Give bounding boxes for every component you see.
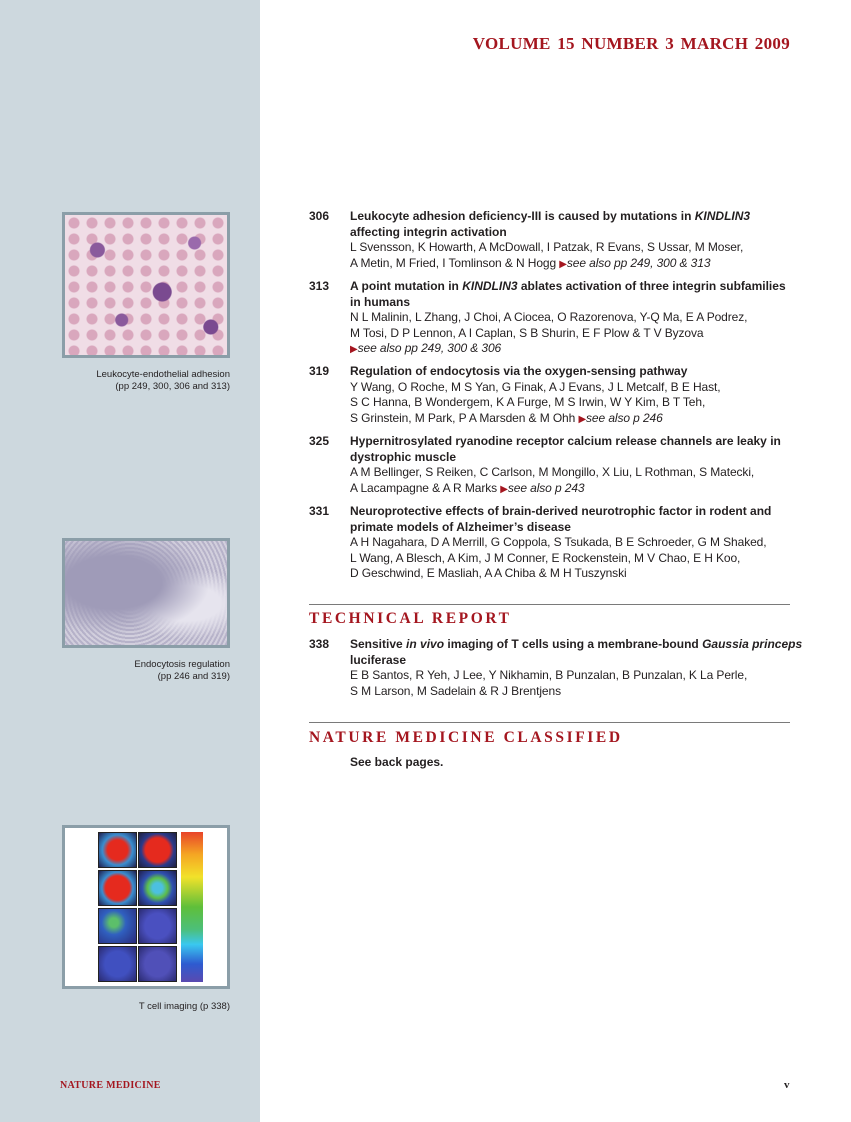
article-authors-line xyxy=(350,481,810,498)
article-title-line[interactable] xyxy=(350,653,810,669)
article-title-line[interactable] xyxy=(350,520,810,536)
article-title-segment: primate models of Alzheimer’s disease xyxy=(350,519,571,534)
color-scale-bar xyxy=(181,832,203,982)
article-page-number: 306 xyxy=(309,209,330,223)
page-number: v xyxy=(784,1079,790,1091)
article-title-segment: Gaussia princeps xyxy=(702,637,803,651)
see-also-link[interactable] xyxy=(350,341,501,355)
article-title-segment: Neuroprotective effects of brain-derived neurotrophic factor in rodent and xyxy=(350,504,772,518)
triangle-arrow-icon: ▶ xyxy=(559,258,567,270)
footer-journal-name: NATURE MEDICINE xyxy=(60,1080,161,1091)
article-title-line[interactable] xyxy=(350,364,810,380)
triangle-arrow-icon: ▶ xyxy=(578,413,587,425)
article-body xyxy=(350,279,810,358)
article-title-segment: KINDLIN3 xyxy=(462,279,518,293)
authors-text: L Wang, A Blesch, A Kim, J M Conner, E Rockenstein, M V Chao, E H Koo, xyxy=(350,550,741,565)
article-page-number: 331 xyxy=(309,504,330,518)
article-body xyxy=(350,434,810,497)
article-authors-line xyxy=(350,395,810,411)
see-also-link[interactable] xyxy=(578,411,662,425)
article-authors-line xyxy=(350,551,810,567)
caption-line: (pp 246 and 319) xyxy=(157,671,230,682)
authors-text: Y Wang, O Roche, M S Yan, G Finak, A J Evans, J L Metcalf, B E Hast, xyxy=(350,379,721,394)
section-divider xyxy=(309,722,790,723)
article-title-segment: KINDLIN3 xyxy=(694,209,751,223)
article-title-segment: Regulation of endocytosis via the oxygen-sensing pathway xyxy=(350,364,688,378)
triangle-arrow-icon: ▶ xyxy=(500,483,508,495)
article-body xyxy=(350,209,810,272)
article-page-number: 319 xyxy=(309,364,330,378)
authors-text: A Metin, M Fried, I Tomlinson & N Hogg xyxy=(350,255,557,270)
authors-text: A M Bellinger, S Reiken, C Carlson, M Mongillo, X Liu, L Rothman, S Matecki, xyxy=(350,465,755,479)
article-title-line[interactable] xyxy=(350,637,810,653)
article-authors-line xyxy=(350,411,810,428)
article-title-segment: in humans xyxy=(350,294,411,309)
article-authors-line xyxy=(350,668,810,684)
see-also-text: see also pp 249, 300 & 306 xyxy=(357,341,502,355)
figure-caption-3 xyxy=(30,1001,230,1013)
article-page-number: 313 xyxy=(309,279,330,293)
article-authors-line xyxy=(350,465,810,481)
classified-text: See back pages. xyxy=(350,755,444,769)
authors-text: D Geschwind, E Masliah, A A Chiba & M H Tuszynski xyxy=(350,566,627,580)
article-authors-line xyxy=(350,256,810,273)
article-authors-line xyxy=(350,326,810,342)
see-also-text: see also p 243 xyxy=(507,480,585,495)
article-authors-line xyxy=(350,566,810,582)
caption-line: (pp 249, 300, 306 and 313) xyxy=(115,381,230,392)
article-body xyxy=(350,504,810,582)
article-title-line[interactable] xyxy=(350,225,810,241)
authors-text: A Lacampagne & A R Marks xyxy=(350,480,498,495)
article-title-line[interactable] xyxy=(350,434,810,450)
caption-line: T cell imaging (p 338) xyxy=(138,1001,230,1012)
article-title-segment: Sensitive xyxy=(350,637,407,651)
see-also-text: see also p 246 xyxy=(586,410,663,425)
article-authors-line xyxy=(350,684,810,700)
article-authors-line xyxy=(350,240,810,256)
article-title-segment: Leukocyte adhesion deficiency-III is caused by mutations in xyxy=(350,209,695,223)
authors-text: M Tosi, D P Lennon, A I Caplan, S B Shurin, E F Plow & T V Byzova xyxy=(350,325,704,340)
article-title-segment: A point mutation in xyxy=(350,279,463,293)
article-title-segment: in vivo xyxy=(406,637,445,651)
article-title-line[interactable] xyxy=(350,295,810,311)
figure-caption-1 xyxy=(30,369,230,393)
article-authors-line xyxy=(350,310,810,326)
article-body xyxy=(350,637,810,699)
section-heading-classified: NATURE MEDICINE CLASSIFIED xyxy=(309,729,623,746)
article-see-also-line xyxy=(350,341,810,358)
article-body xyxy=(350,364,810,427)
triangle-arrow-icon: ▶ xyxy=(350,344,358,355)
article-authors-line xyxy=(350,380,810,396)
see-also-link[interactable] xyxy=(559,256,710,270)
article-title-segment: dystrophic muscle xyxy=(350,449,457,464)
article-title-line[interactable] xyxy=(350,504,810,520)
figure-caption-2 xyxy=(30,659,230,683)
caption-line: Leukocyte-endothelial adhesion xyxy=(96,369,230,380)
article-title-segment: imaging of T cells using a membrane-bound xyxy=(444,637,703,651)
authors-text: S Grinstein, M Park, P A Marsden & M Ohh xyxy=(350,410,576,425)
article-title-line[interactable] xyxy=(350,209,810,225)
figure-leukocyte-adhesion-image xyxy=(62,212,230,358)
authors-text: A H Nagahara, D A Merrill, G Coppola, S Tsukada, B E Schroeder, G M Shaked, xyxy=(350,535,767,549)
sidebar xyxy=(0,0,260,1122)
issue-header: VOLUME 15 NUMBER 3 MARCH 2009 xyxy=(472,34,790,53)
figure-endocytosis-image xyxy=(62,538,230,648)
article-title-segment: Hypernitrosylated ryanodine receptor calcium release channels are leaky in xyxy=(350,434,781,448)
authors-text: E B Santos, R Yeh, J Lee, Y Nikhamin, B Punzalan, B Punzalan, K La Perle, xyxy=(350,668,748,682)
article-title-line[interactable] xyxy=(350,450,810,466)
see-also-link[interactable] xyxy=(500,481,584,495)
article-title-line[interactable] xyxy=(350,279,810,295)
authors-text: L Svensson, K Howarth, A McDowall, I Patzak, R Evans, S Ussar, M Moser, xyxy=(350,240,744,254)
section-heading-technical-report: TECHNICAL REPORT xyxy=(309,610,512,627)
authors-text: N L Malinin, L Zhang, J Choi, A Ciocea, O Razorenova, Y-Q Ma, E A Podrez, xyxy=(350,310,748,324)
authors-text: S M Larson, M Sadelain & R J Brentjens xyxy=(350,683,561,698)
caption-line: Endocytosis regulation xyxy=(134,659,230,670)
section-divider xyxy=(309,604,790,605)
authors-text: S C Hanna, B Wondergem, K A Furge, M S Irwin, W Y Kim, B T Teh, xyxy=(350,395,706,409)
see-also-text: see also pp 249, 300 & 313 xyxy=(566,255,711,270)
article-authors-line xyxy=(350,535,810,551)
article-title-segment: luciferase xyxy=(350,652,407,667)
article-title-segment: ablates activation of three integrin subfamilies xyxy=(517,279,786,293)
article-page-number: 325 xyxy=(309,434,330,448)
article-page-number: 338 xyxy=(309,637,330,651)
article-title-segment: affecting integrin activation xyxy=(350,224,507,239)
figure-tcell-imaging-image xyxy=(62,825,230,989)
